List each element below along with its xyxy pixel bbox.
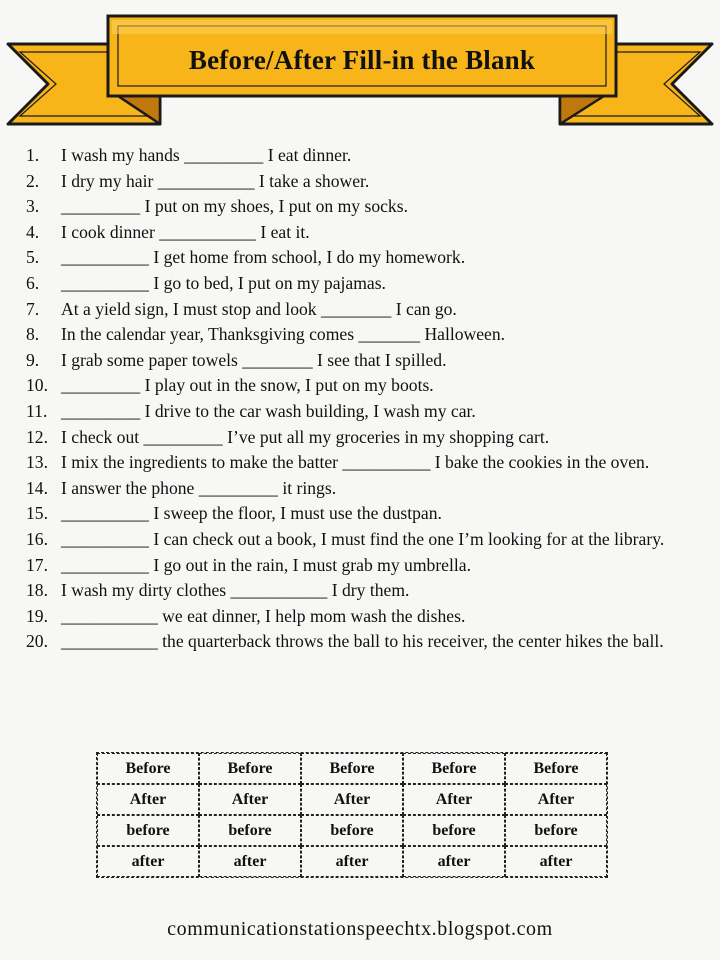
question-text: __________ I go to bed, I put on my pajamas. [61, 272, 386, 293]
question-number: 2. [26, 170, 40, 191]
answer-bank-row [97, 815, 607, 846]
question-number: 9. [26, 349, 40, 370]
question-item [26, 245, 706, 271]
question-item [26, 476, 706, 502]
answer-bank-word: after [301, 846, 403, 877]
answer-bank-word: before [199, 815, 301, 846]
question-number: 15. [26, 503, 48, 524]
answer-bank-row [97, 753, 607, 784]
answer-bank-row [97, 846, 607, 877]
question-number: 8. [26, 324, 40, 345]
question-number: 14. [26, 477, 48, 498]
answer-bank-word: Before [97, 753, 199, 784]
question-item [26, 578, 706, 604]
answer-bank-word: Before [199, 753, 301, 784]
question-item [26, 450, 706, 476]
question-item [26, 399, 706, 425]
question-item [26, 348, 706, 374]
question-text: ___________ the quarterback throws the ball to his receiver, the center hikes the ball. [61, 631, 664, 652]
question-item [26, 194, 706, 220]
question-number: 16. [26, 528, 48, 549]
question-item [26, 425, 706, 451]
question-text: _________ I play out in the snow, I put on my boots. [61, 375, 434, 396]
question-item [26, 220, 706, 246]
answer-bank-word: before [301, 815, 403, 846]
question-text: I dry my hair ___________ I take a shower. [61, 170, 370, 191]
question-item [26, 297, 706, 323]
question-item [26, 527, 706, 553]
question-text: __________ I can check out a book, I must find the one I’m looking for at the library. [61, 528, 665, 549]
answer-bank-word: after [403, 846, 505, 877]
question-number: 13. [26, 452, 48, 473]
answer-bank-word: Before [301, 753, 403, 784]
page-title: Before/After Fill-in the Blank [188, 44, 536, 75]
question-text: I answer the phone _________ it rings. [61, 477, 337, 498]
answer-bank-word: Before [403, 753, 505, 784]
answer-bank-table [96, 752, 608, 878]
question-number: 1. [26, 145, 40, 165]
question-item [26, 271, 706, 297]
question-number: 6. [26, 272, 40, 293]
question-item [26, 143, 706, 169]
answer-bank-row [97, 784, 607, 815]
question-number: 5. [26, 247, 40, 268]
question-number: 7. [26, 298, 40, 319]
question-item [26, 604, 706, 630]
answer-bank-word: After [505, 784, 607, 815]
question-number: 17. [26, 554, 48, 575]
question-text: I check out _________ I’ve put all my groceries in my shopping cart. [61, 426, 550, 447]
question-text: At a yield sign, I must stop and look ________ I can go. [61, 298, 457, 319]
answer-bank-word: after [505, 846, 607, 877]
answer-bank-word: After [301, 784, 403, 815]
answer-bank-word: before [505, 815, 607, 846]
question-item [26, 501, 706, 527]
question-number: 4. [26, 221, 40, 242]
question-text: __________ I sweep the floor, I must use the dustpan. [61, 503, 442, 524]
answer-bank-word: after [97, 846, 199, 877]
question-list [26, 143, 706, 655]
question-item [26, 553, 706, 579]
ribbon-highlight [112, 20, 612, 34]
question-text: __________ I go out in the rain, I must grab my umbrella. [61, 554, 471, 575]
question-text: _________ I drive to the car wash building, I wash my car. [61, 400, 476, 421]
question-text: I wash my dirty clothes ___________ I dry them. [61, 580, 410, 601]
question-number: 18. [26, 580, 48, 601]
footer-url: communicationstationspeechtx.blogspot.com [167, 918, 553, 940]
question-item [26, 322, 706, 348]
question-number: 3. [26, 196, 40, 217]
question-number: 20. [26, 631, 48, 652]
question-text: ___________ we eat dinner, I help mom wash the dishes. [61, 605, 466, 626]
question-text: I cook dinner ___________ I eat it. [61, 221, 310, 242]
question-text: I grab some paper towels ________ I see that I spilled. [61, 349, 447, 370]
answer-bank-word: After [97, 784, 199, 815]
question-number: 12. [26, 426, 48, 447]
question-number: 11. [26, 400, 48, 421]
answer-bank-word: before [97, 815, 199, 846]
answer-bank-word: after [199, 846, 301, 877]
question-text: I wash my hands _________ I eat dinner. [61, 145, 352, 165]
answer-bank-word: Before [505, 753, 607, 784]
answer-bank-word: After [199, 784, 301, 815]
answer-bank-word: before [403, 815, 505, 846]
answer-bank-word: After [403, 784, 505, 815]
question-number: 19. [26, 605, 48, 626]
question-text: I mix the ingredients to make the batter __________ I bake the cookies in the oven. [61, 452, 650, 473]
question-text: In the calendar year, Thanksgiving comes _______ Halloween. [61, 324, 506, 345]
question-text: __________ I get home from school, I do my homework. [61, 247, 466, 268]
question-item [26, 169, 706, 195]
question-item [26, 373, 706, 399]
question-number: 10. [26, 375, 48, 396]
question-text: _________ I put on my shoes, I put on my socks. [61, 196, 408, 217]
question-item [26, 629, 706, 655]
